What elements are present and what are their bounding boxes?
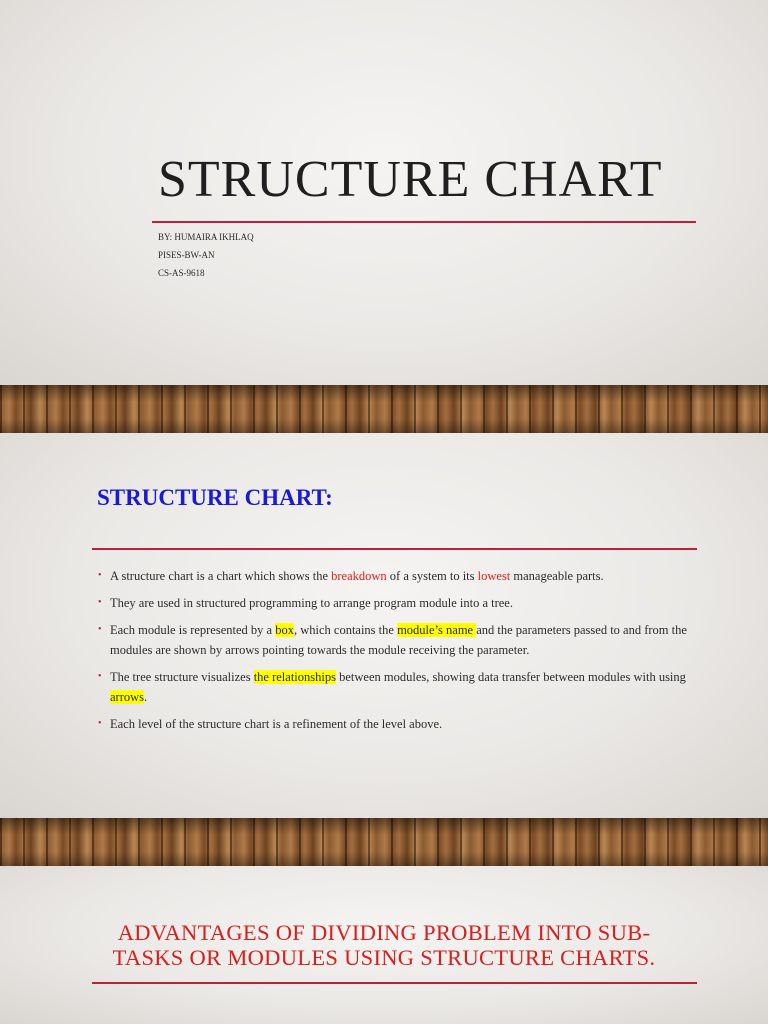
section-divider [92, 982, 697, 984]
class-line: PISES-BW-AN [158, 250, 215, 260]
section-title-line: TASKS OR MODULES USING STRUCTURE CHARTS. [112, 945, 656, 970]
bullet-icon: • [98, 570, 102, 581]
bullet-item [98, 566, 708, 586]
bullet-icon: • [98, 671, 102, 682]
bullet-icon: • [98, 597, 102, 608]
bullet-text: . [144, 690, 148, 704]
slide-heading: STRUCTURE CHART: [97, 485, 333, 510]
bullet-text: The tree structure visualizes [110, 670, 254, 684]
author-line: BY: HUMAIRA IKHLAQ [158, 232, 254, 242]
section-title [0, 920, 768, 970]
highlighted-text: the relationships [253, 670, 336, 684]
bullet-text: , which contains the [293, 623, 398, 637]
bullet-text: of a system to its [386, 569, 478, 583]
highlighted-text: module’s name [397, 623, 477, 637]
section-slide [0, 866, 768, 1024]
bullet-list [98, 566, 708, 741]
emphasis-text: lowest [477, 569, 511, 583]
bullet-text: and the parameters passed to and from the modules are shown by arrows pointing towards the module receiving the parameter. [110, 623, 687, 657]
bullet-text: They are used in structured programming to arrange program module into a tree. [110, 596, 513, 610]
content-slide [0, 433, 768, 818]
bullet-text: Each module is represented by a [110, 623, 276, 637]
bullet-text: between modules, showing data transfer between modules with using [335, 670, 686, 684]
bullet-item [98, 667, 708, 707]
course-line: CS-AS-9618 [158, 268, 205, 278]
title-slide [0, 0, 768, 385]
bullet-item [98, 620, 708, 660]
section-title-line: ADVANTAGES OF DIVIDING PROBLEM INTO SUB- [117, 920, 651, 945]
bullet-item [98, 714, 708, 734]
highlighted-text: arrows [110, 690, 145, 704]
heading-divider [92, 548, 697, 550]
bullet-text: A structure chart is a chart which shows the [110, 569, 332, 583]
slide-title: STRUCTURE CHART [158, 151, 663, 208]
bullet-text: manageable parts. [510, 569, 604, 583]
bullet-icon: • [98, 718, 102, 729]
highlighted-text: box [275, 623, 294, 637]
title-divider [152, 221, 696, 223]
emphasis-text: breakdown [331, 569, 387, 583]
wood-floor-strip [0, 818, 768, 866]
wood-floor-strip [0, 385, 768, 433]
bullet-text: Each level of the structure chart is a refinement of the level above. [110, 717, 443, 731]
bullet-item [98, 593, 708, 613]
bullet-icon: • [98, 624, 102, 635]
